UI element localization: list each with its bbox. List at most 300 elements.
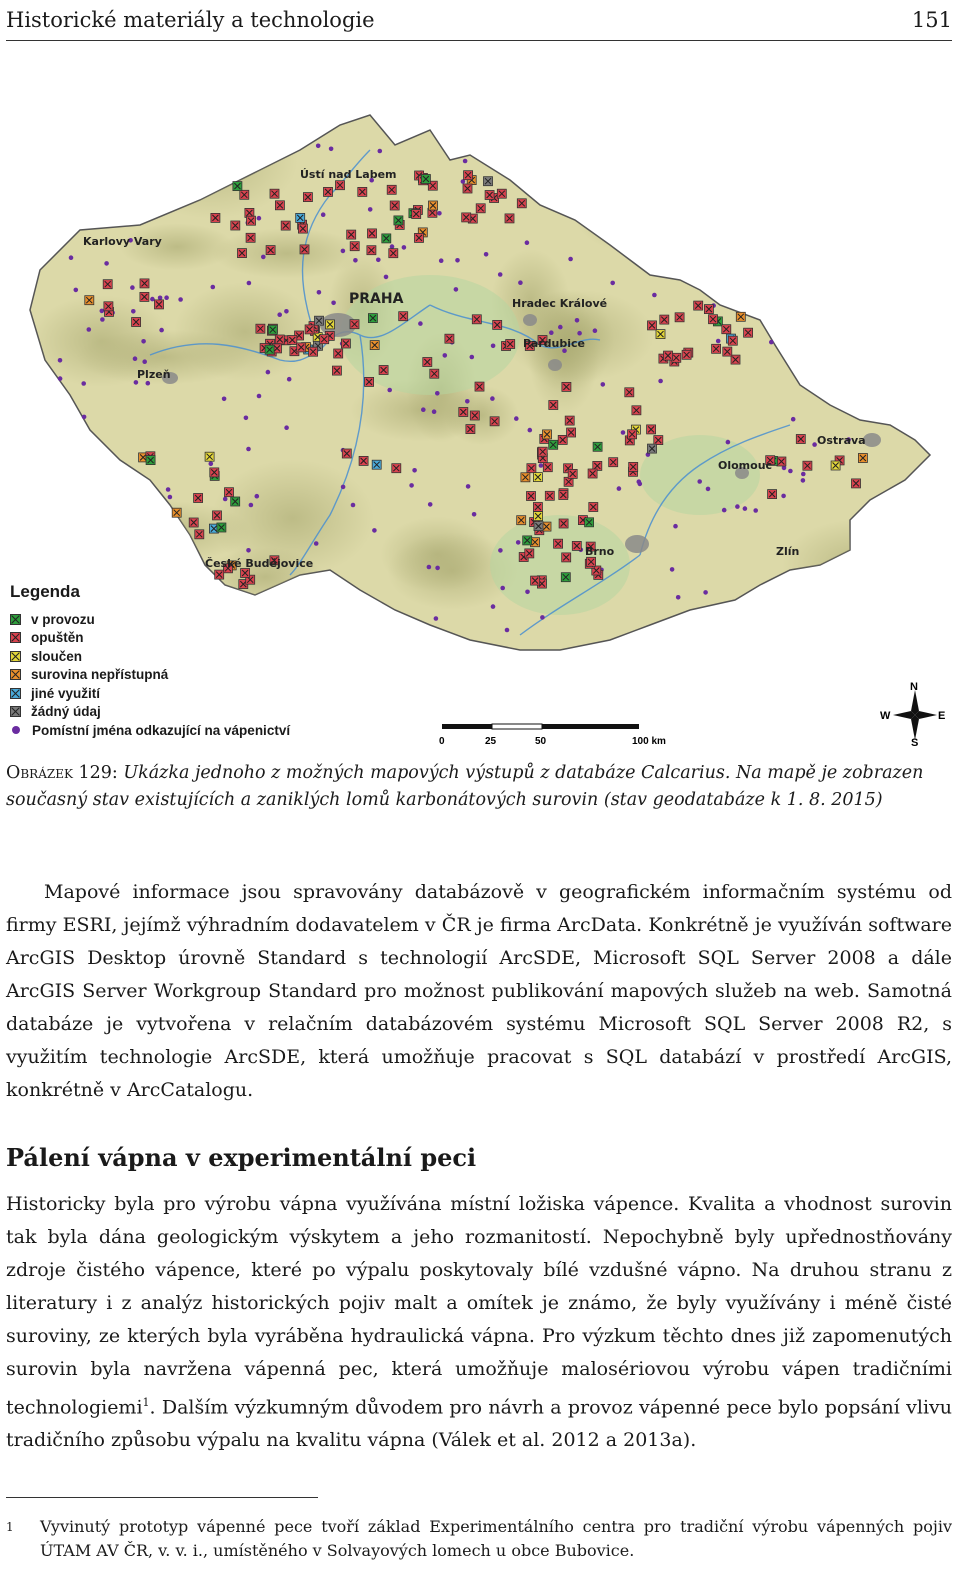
toponym-dot xyxy=(82,415,87,420)
terrain-shade xyxy=(825,258,938,338)
legend-label: v provozu xyxy=(31,611,95,627)
quarry-marker-abandoned xyxy=(647,425,656,434)
quarry-marker-abandoned xyxy=(215,570,224,579)
toponym-dot xyxy=(257,216,262,221)
quarry-marker-abandoned xyxy=(211,213,220,222)
quarry-marker-abandoned xyxy=(744,328,753,337)
quarry-marker-abandoned xyxy=(415,233,424,242)
quarry-marker-abandoned xyxy=(132,318,141,327)
quarry-marker-abandoned xyxy=(568,469,577,478)
quarry-marker-operating xyxy=(561,573,570,582)
quarry-marker-abandoned xyxy=(365,377,374,386)
quarry-marker-abandoned xyxy=(538,447,547,456)
toponym-dot xyxy=(266,370,271,375)
toponym-dot xyxy=(87,327,92,332)
quarry-marker-inaccessible xyxy=(517,516,526,525)
quarry-marker-operating xyxy=(394,216,403,225)
quarry-marker-abandoned xyxy=(731,355,740,364)
toponym-dot xyxy=(435,566,440,571)
page-number: 151 xyxy=(911,8,952,32)
quarry-marker-abandoned xyxy=(654,436,663,445)
quarry-marker-abandoned xyxy=(527,492,536,501)
quarry-marker-merged xyxy=(205,452,214,461)
toponym-dot xyxy=(133,356,138,361)
figure-caption xyxy=(6,760,952,814)
quarry-marker-abandoned xyxy=(517,199,526,208)
quarry-marker-abandoned xyxy=(240,190,249,199)
caption-lead: Obrázek 129: xyxy=(6,763,118,783)
quarry-marker-abandoned xyxy=(549,401,558,410)
toponym-dot xyxy=(454,287,459,292)
toponym-dot xyxy=(329,147,334,152)
toponym-dot xyxy=(601,382,606,387)
toponym-dot xyxy=(74,288,79,293)
quarry-marker-abandoned xyxy=(358,187,367,196)
quarry-marker-abandoned xyxy=(341,339,350,348)
toponym-dot xyxy=(491,344,496,349)
legend-item-no-data xyxy=(10,703,340,722)
quarry-marker-abandoned xyxy=(625,388,634,397)
quarry-marker-abandoned xyxy=(525,549,534,558)
quarry-marker-abandoned xyxy=(336,181,345,190)
toponym-dot xyxy=(617,486,622,491)
footnote-text: Vyvinutý prototyp vápenné pece tvoří základ Experimentálního centra pro tradiční výrobu vápenných pojiv ÚTAM AV ČR, v. v. i., umístěného v Solvayových lomech u obce Bubovice. xyxy=(40,1517,952,1560)
quarry-marker-abandoned xyxy=(347,230,356,239)
toponym-dot xyxy=(168,495,173,500)
toponym-dot xyxy=(539,463,544,468)
quarry-marker-operating xyxy=(268,325,277,334)
quarry-marker-abandoned xyxy=(559,491,568,500)
legend-label: sloučen xyxy=(31,648,83,664)
quarry-marker-operating xyxy=(585,518,594,527)
quarry-marker-abandoned xyxy=(527,464,536,473)
toponym-dot xyxy=(498,548,503,553)
quarry-marker-inaccessible xyxy=(543,430,552,439)
quarry-marker-abandoned xyxy=(445,334,454,343)
footnote xyxy=(6,1515,952,1563)
quarry-marker-abandoned xyxy=(195,530,204,539)
quarry-marker-abandoned xyxy=(412,210,421,219)
scale-bar xyxy=(436,722,676,752)
quarry-no-data-icon xyxy=(10,706,21,717)
section-title: Pálení vápna v experimentální peci xyxy=(6,1143,477,1172)
toponym-dot xyxy=(223,497,228,502)
quarry-marker-abandoned xyxy=(472,315,481,324)
quarry-marker-abandoned xyxy=(309,347,318,356)
toponym-dot xyxy=(593,328,598,333)
toponym-dot xyxy=(434,616,439,621)
toponym-dot xyxy=(439,258,444,263)
toponym-dot xyxy=(58,376,63,381)
quarry-marker-abandoned xyxy=(399,312,408,321)
legend-label: surovina nepřístupná xyxy=(31,667,169,683)
legend-item-operating xyxy=(10,610,340,629)
quarry-marker-operating xyxy=(368,314,377,323)
quarry-marker-inaccessible xyxy=(429,201,438,210)
toponym-dot xyxy=(244,416,249,421)
quarry-marker-operating xyxy=(549,440,558,449)
toponym-dot xyxy=(568,257,573,262)
quarry-marker-abandoned xyxy=(389,249,398,258)
quarry-marker-abandoned xyxy=(256,324,265,333)
quarry-marker-operating xyxy=(231,497,240,506)
toponym-dot xyxy=(726,440,731,445)
toponym-dot xyxy=(387,388,392,393)
toponym-dot xyxy=(178,297,183,302)
compass-w: W xyxy=(880,710,891,722)
toponym-dot xyxy=(277,312,282,317)
map-label-zlin: Zlín xyxy=(776,545,800,558)
toponym-dot xyxy=(490,396,495,401)
toponym-dot xyxy=(673,524,678,529)
toponym-dot xyxy=(284,425,289,430)
quarry-marker-abandoned xyxy=(379,366,388,375)
toponym-dot xyxy=(670,567,675,572)
toponym-dot xyxy=(58,358,63,363)
toponym-dot xyxy=(104,261,109,266)
quarry-marker-abandoned xyxy=(722,325,731,334)
quarry-marker-abandoned xyxy=(506,340,515,349)
body-paragraph: Mapové informace jsou spravovány databázově v geografickém informačním systému od firmy ESRI, jejímž výhradním dodavatelem v ČR je firma ArcData. Konkrétně je využíván software ArcGIS Desktop úrovně Standard s technologií ArcSDE, Microsoft SQL Server 2008 a dále ArcGIS Server Workgroup Standard pro možnost publikování mapových služeb na web. Samotná databáze je vytvořena v relačním databázovém systému Microsoft SQL Server 2008 R2, s využitím technologie ArcSDE, která umožňuje pracovat s SQL databází v prostředí ArcGIS, konkrétně v ArcCatalogu. xyxy=(6,881,952,1101)
toponym-dot xyxy=(341,485,346,490)
toponym-dot xyxy=(331,301,336,306)
toponym-dot xyxy=(676,595,681,600)
quarry-marker-abandoned xyxy=(266,246,275,255)
compass-s: S xyxy=(911,737,919,746)
quarry-marker-abandoned xyxy=(660,315,669,324)
legend-item-abandoned xyxy=(10,629,340,648)
quarry-marker-operating xyxy=(217,523,226,532)
toponym-dot xyxy=(378,149,383,154)
terrain-shade xyxy=(782,520,932,611)
quarry-marker-inaccessible xyxy=(370,341,379,350)
toponym-dot xyxy=(341,249,346,254)
toponym-dot xyxy=(246,447,251,452)
toponym-dot xyxy=(514,416,519,421)
compass-n: N xyxy=(910,681,918,693)
quarry-marker-abandoned xyxy=(350,320,359,329)
quarry-marker-abandoned xyxy=(694,301,703,310)
toponym-dot xyxy=(246,548,251,553)
toponym-dot xyxy=(610,281,615,286)
toponym-dot xyxy=(321,212,326,217)
toponym-dot xyxy=(525,240,530,245)
quarry-marker-abandoned xyxy=(704,305,713,314)
quarry-marker-inaccessible xyxy=(521,473,530,482)
quarry-marker-abandoned xyxy=(554,539,563,548)
scale-tick-25: 25 xyxy=(485,736,497,747)
quarry-marker-abandoned xyxy=(768,490,777,499)
toponym-dot xyxy=(164,295,169,300)
toponym-dot xyxy=(284,309,289,314)
toponym-dot xyxy=(549,330,554,335)
toponym-dot xyxy=(528,428,533,433)
quarry-marker-abandoned xyxy=(288,336,297,345)
terrain-shade xyxy=(565,144,685,203)
legend-item-toponym xyxy=(10,721,340,740)
scale-tick-50: 50 xyxy=(535,736,547,747)
toponym-dot xyxy=(753,508,758,513)
toponym-dot xyxy=(372,528,377,533)
scale-tick-100: 100 km xyxy=(632,736,666,747)
quarry-marker-operating xyxy=(382,234,391,243)
toponym-dot xyxy=(412,468,417,473)
quarry-marker-abandoned xyxy=(565,416,574,425)
quarry-marker-abandoned xyxy=(367,246,376,255)
quarry-marker-abandoned xyxy=(392,464,401,473)
toponym-dot xyxy=(142,359,147,364)
quarry-marker-abandoned xyxy=(155,300,164,309)
caption-text: Ukázka jednoho z možných mapových výstupů z databáze Calcarius. Na mapě je zobrazen současný stav existujících a zaniklých lomů karbonátových surovin (stav geodatabáze k 1. 8. 2015) xyxy=(6,763,924,810)
toponym-dot xyxy=(150,297,155,302)
toponym-dot xyxy=(100,317,105,322)
quarry-marker-abandoned xyxy=(572,541,581,550)
toponym-dot xyxy=(418,321,423,326)
paragraph-text: Historicky byla pro výrobu vápna využívána místní ložiska vápence. Kvalita a vhodnost surovin tak byla dána geologickým výskytem a jeho rozmanitostí. Nepochybně byly upřednostňovány zdroje čistého vápence, které po výpalu poskytovaly bílé vzdušné vápno. Na druhou stranu z literatury i z analýz historických pojiv malt a omítek je známo, že byly využívány i méně čisté suroviny, ze kterých byla vyráběna hydraulická vápna. Pro výzkum těchto dnes již zapomenutých surovin byla navržena vápenná pec, která umožňuje malosériovou výrobu vápen tradičními technologiemi xyxy=(6,1193,952,1419)
quarry-marker-abandoned xyxy=(629,462,638,471)
quarry-marker-abandoned xyxy=(297,343,306,352)
quarry-marker-abandoned xyxy=(609,458,618,467)
legend-label: žádný údaj xyxy=(31,704,101,720)
toponym-dot xyxy=(81,381,86,386)
quarry-marker-abandoned xyxy=(562,382,571,391)
quarry-marker-abandoned xyxy=(675,313,684,322)
terrain-shade xyxy=(528,296,599,415)
map-label-ostrava: Ostrava xyxy=(817,434,866,447)
quarry-marker-abandoned xyxy=(275,201,284,210)
quarry-marker-abandoned xyxy=(589,503,598,512)
quarry-marker-abandoned xyxy=(387,185,396,194)
quarry-marker-abandoned xyxy=(247,216,256,225)
toponym-dot xyxy=(141,339,146,344)
toponym-dot xyxy=(621,430,626,435)
toponym-dot xyxy=(484,252,489,257)
quarry-marker-abandoned xyxy=(342,449,351,458)
toponym-dot xyxy=(465,399,470,404)
quarry-marker-abandoned xyxy=(648,321,657,330)
toponym-dot xyxy=(254,494,259,499)
quarry-marker-no-data xyxy=(484,177,493,186)
map-label-pardubice: Pardubice xyxy=(523,337,585,350)
toponym-dot xyxy=(801,478,806,483)
quarry-marker-other-use xyxy=(296,213,305,222)
toponym-dot xyxy=(100,309,105,314)
quarry-marker-abandoned xyxy=(246,233,255,242)
quarry-marker-abandoned xyxy=(723,347,732,356)
quarry-marker-abandoned xyxy=(587,557,596,566)
toponym-dot xyxy=(455,258,460,263)
quarry-marker-abandoned xyxy=(712,344,721,353)
toponym-dot xyxy=(652,293,657,298)
quarry-marker-abandoned xyxy=(334,349,343,358)
quarry-marker-abandoned xyxy=(803,461,812,470)
quarry-marker-operating xyxy=(421,175,430,184)
toponym-dot xyxy=(525,590,530,595)
compass-rose-icon xyxy=(878,680,948,746)
quarry-marker-abandoned xyxy=(728,336,737,345)
quarry-marker-abandoned xyxy=(281,221,290,230)
quarry-merged-icon xyxy=(10,651,21,662)
quarry-marker-abandoned xyxy=(359,456,368,465)
toponym-dot xyxy=(743,506,748,511)
toponym-dot xyxy=(575,318,580,323)
map-label-praha: PRAHA xyxy=(349,291,404,307)
quarry-marker-abandoned xyxy=(275,335,284,344)
toponym-dot xyxy=(558,325,563,330)
quarry-marker-abandoned xyxy=(238,249,247,258)
map-label-plzen: Plzeň xyxy=(137,368,171,381)
toponym-dot xyxy=(443,353,448,358)
quarry-marker-abandoned xyxy=(470,411,479,420)
footnote-reference[interactable]: 1 xyxy=(142,1396,150,1409)
quarry-marker-abandoned xyxy=(632,406,641,415)
quarry-marker-abandoned xyxy=(588,469,597,478)
quarry-marker-operating xyxy=(593,442,602,451)
quarry-marker-abandoned xyxy=(320,335,329,344)
toponym-dot xyxy=(716,339,721,344)
map-label-ceske-budejovice: České Budějovice xyxy=(205,557,314,570)
toponym-dot xyxy=(500,586,505,591)
quarry-marker-abandoned xyxy=(545,491,554,500)
quarry-marker-abandoned xyxy=(476,204,485,213)
toponym-dot xyxy=(722,508,727,513)
quarry-marker-abandoned xyxy=(213,511,222,520)
quarry-marker-operating xyxy=(233,182,242,191)
toponym-dot xyxy=(577,331,582,336)
map-label-usti: Ústí nad Labem xyxy=(300,168,397,181)
quarry-marker-abandoned xyxy=(709,315,718,324)
quarry-marker-abandoned xyxy=(324,187,333,196)
quarry-marker-operating xyxy=(146,456,155,465)
toponym-dot xyxy=(781,494,786,499)
legend-label: Pomístní jména odkazující na vápenictví xyxy=(32,722,291,738)
quarry-marker-no-data xyxy=(534,522,543,531)
quarry-marker-abandoned xyxy=(567,428,576,437)
quarry-marker-abandoned xyxy=(463,184,472,193)
quarry-marker-abandoned xyxy=(664,351,673,360)
toponym-dot xyxy=(166,487,171,492)
quarry-marker-inaccessible xyxy=(172,508,181,517)
toponym-dot xyxy=(421,407,426,412)
quarry-marker-abandoned xyxy=(368,229,377,238)
quarry-inaccessible-icon xyxy=(10,669,21,680)
quarry-marker-abandoned xyxy=(777,457,786,466)
quarry-marker-abandoned xyxy=(558,435,567,444)
quarry-marker-abandoned xyxy=(140,279,149,288)
quarry-marker-abandoned xyxy=(475,382,484,391)
toponym-dot xyxy=(706,487,711,492)
running-title: Historické materiály a technologie xyxy=(6,8,375,32)
footnote-divider xyxy=(6,1497,318,1498)
quarry-marker-no-data xyxy=(648,444,657,453)
terrain-shade xyxy=(487,113,586,182)
quarry-marker-abandoned xyxy=(559,519,568,528)
toponym-dot xyxy=(470,355,475,360)
quarry-marker-abandoned xyxy=(533,503,542,512)
toponym-dot xyxy=(518,280,523,285)
toponym-dot xyxy=(131,309,136,314)
quarry-marker-abandoned xyxy=(672,353,681,362)
quarry-marker-abandoned xyxy=(490,417,499,426)
quarry-marker-operating xyxy=(523,536,532,545)
toponym-dot xyxy=(384,275,389,280)
quarry-marker-abandoned xyxy=(423,358,432,367)
quarry-marker-abandoned xyxy=(531,576,540,585)
terrain-shade xyxy=(125,101,298,219)
quarry-other-use-icon xyxy=(10,688,21,699)
quarry-marker-abandoned xyxy=(497,189,506,198)
quarry-marker-inaccessible xyxy=(85,296,94,305)
toponym-dot xyxy=(287,377,292,382)
quarry-marker-merged xyxy=(326,320,335,329)
toponym-dot xyxy=(146,381,151,386)
quarry-marker-other-use xyxy=(372,460,381,469)
map-label-olomouc: Olomouc xyxy=(718,459,773,472)
toponym-dot xyxy=(697,479,702,484)
quarry-abandoned-icon xyxy=(10,632,21,643)
map-legend xyxy=(10,582,340,740)
quarry-marker-merged xyxy=(656,330,665,339)
toponym-dot xyxy=(658,379,663,384)
toponym-dot xyxy=(498,272,503,277)
toponym-dot xyxy=(432,409,437,414)
toponym-dot xyxy=(222,397,227,402)
toponym-dot xyxy=(130,285,135,290)
quarry-marker-abandoned xyxy=(852,479,861,488)
toponym-dot xyxy=(247,281,252,286)
toponym-dot xyxy=(316,144,321,149)
legend-item-merged xyxy=(10,647,340,666)
quarry-marker-merged xyxy=(533,473,542,482)
quarry-marker-abandoned xyxy=(210,468,219,477)
quarry-marker-abandoned xyxy=(459,408,468,417)
footnote-number: 1 xyxy=(6,1520,14,1534)
toponym-dot xyxy=(261,255,266,260)
quarry-marker-abandoned xyxy=(430,369,439,378)
body-paragraph-2 xyxy=(6,1188,952,1457)
toponym-dot xyxy=(368,207,373,212)
toponym-dot xyxy=(351,503,356,508)
quarry-marker-inaccessible xyxy=(858,454,867,463)
quarry-marker-abandoned xyxy=(562,553,571,562)
lowland-shade xyxy=(490,515,630,615)
toponym-dot xyxy=(791,417,796,422)
quarry-marker-abandoned xyxy=(493,320,502,329)
toponym-dot xyxy=(427,565,432,570)
toponym-dot xyxy=(788,469,793,474)
quarry-marker-abandoned xyxy=(103,280,112,289)
quarry-marker-operating xyxy=(265,345,274,354)
quarry-marker-abandoned xyxy=(543,463,552,472)
compass-e: E xyxy=(938,710,946,722)
toponym-dot xyxy=(353,258,358,263)
toponym-dot xyxy=(703,590,708,595)
toponym-dot xyxy=(466,484,471,489)
quarry-marker-abandoned xyxy=(505,214,514,223)
quarry-marker-abandoned xyxy=(682,350,691,359)
toponym-dot xyxy=(376,258,381,263)
toponym-dot xyxy=(516,540,521,545)
terrain-shade xyxy=(213,228,362,279)
toponym-dot xyxy=(735,504,740,509)
toponym-dot xyxy=(249,503,254,508)
quarry-marker-abandoned xyxy=(231,221,240,230)
toponym-dot xyxy=(314,541,319,546)
quarry-marker-abandoned xyxy=(225,488,234,497)
toponym-dot xyxy=(769,340,774,345)
quarry-marker-abandoned xyxy=(189,518,198,527)
quarry-marker-abandoned xyxy=(350,242,359,251)
